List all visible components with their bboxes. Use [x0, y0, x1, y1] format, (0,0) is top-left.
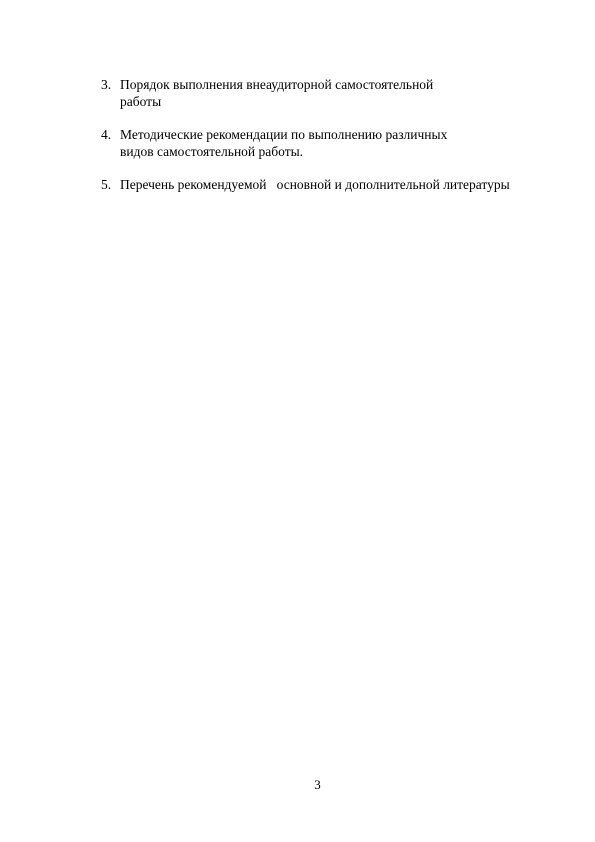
list-item-text: Порядок выполнения внеаудиторной самостоятельной работы	[120, 77, 434, 109]
list-item	[101, 176, 561, 193]
list-item-number: 5.	[101, 177, 112, 192]
list-item	[101, 126, 561, 160]
list-item-number: 3.	[101, 77, 112, 92]
page-number: 3	[314, 777, 321, 792]
list-item-text: Методические рекомендации по выполнению различных видов самостоятельной работы.	[120, 127, 448, 159]
list-item	[101, 76, 561, 110]
list-item-number: 4.	[101, 127, 112, 142]
list-item-text: Перечень рекомендуемой основной и дополнительной литературы	[120, 177, 510, 192]
